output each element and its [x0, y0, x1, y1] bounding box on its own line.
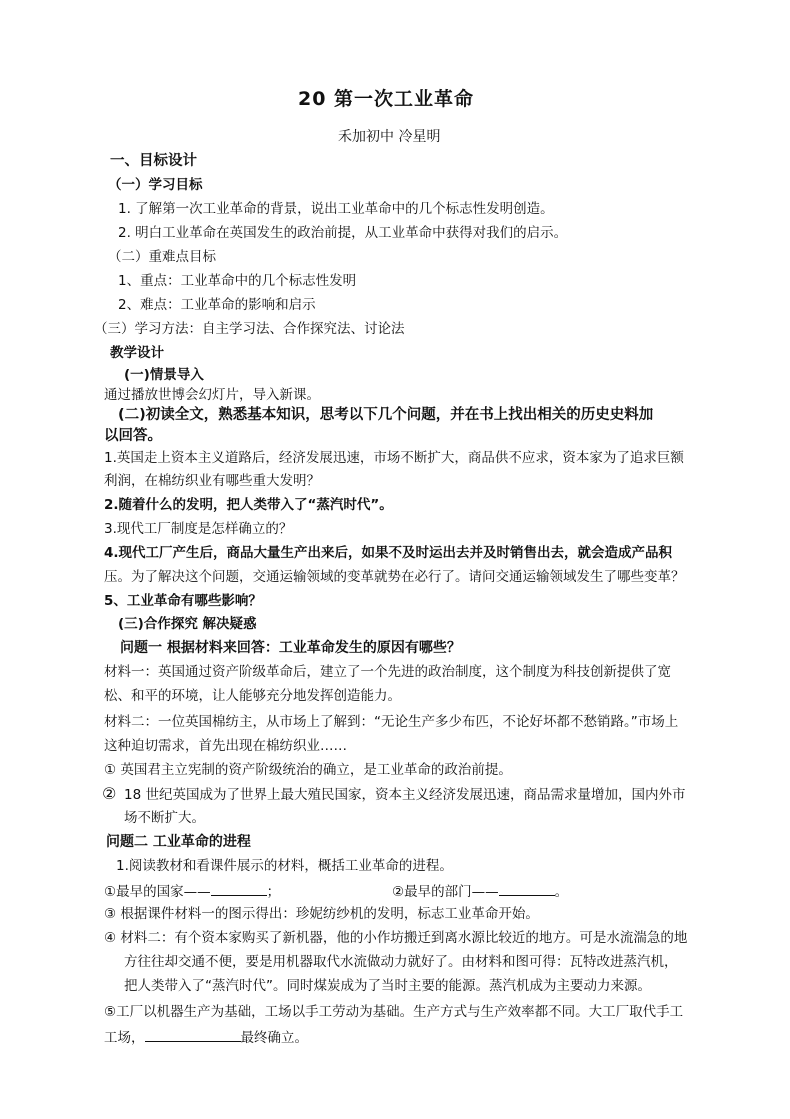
earliest-department-prompt [392, 881, 568, 901]
answer-1: ① 英国君主立宪制的资产阶级统治的确立，是工业革命的政治前提。 [104, 762, 512, 778]
earliest-country-label: ①最早的国家—— [104, 884, 211, 900]
key-goals-title: （二）重难点目标 [108, 249, 216, 265]
factory-system-end: 最终确立。 [240, 1030, 308, 1046]
question-4-cont: 压。为了解决这个问题，交通运输领域的变革就势在必行了。请问交通运输领域发生了哪些变革？ [104, 569, 685, 585]
problem-1-title: 问题一 根据材料来回答：工业革命发生的原因有哪些？ [120, 640, 461, 656]
difficult-point: 2、难点：工业革命的影响和启示 [118, 297, 316, 313]
goals-heading: 一、目标设计 [110, 153, 197, 169]
author-byline: 禾加初中 冷星明 [338, 129, 441, 145]
cooperation-section-title: (三)合作探究 解决疑惑 [118, 616, 257, 632]
intro-section-title: (一)情景导入 [124, 367, 204, 383]
problem-2-step-5: ⑤工厂以机器生产为基础，工场以手工劳动为基础。生产方式与生产效率都不同。大工厂取代手工 [104, 1004, 684, 1020]
reading-section-title: (二)初读全文，熟悉基本知识，思考以下几个问题，并在书上找出相关的历史史料加 [118, 407, 654, 423]
earliest-department-blank[interactable] [499, 881, 555, 896]
teaching-design-heading: 教学设计 [110, 345, 164, 361]
earliest-department-end: 。 [554, 884, 569, 900]
learning-goals-title: （一）学习目标 [108, 177, 203, 193]
earliest-country-blank[interactable] [211, 881, 267, 896]
question-1: 1.英国走上资本主义道路后，经济发展迅速，市场不断扩大，商品供不应求，资本家为了追求巨额 [104, 450, 684, 466]
factory-system-blank[interactable] [145, 1027, 241, 1042]
learning-goal-2: 2. 明白工业革命在英国发生的政治前提，从工业革命中获得对我们的启示。 [118, 225, 568, 241]
material-2: 材料二：一位英国棉纺主，从市场上了解到：“无论生产多少布匹，不论好坏都不愁销路。”市场上 [104, 714, 679, 730]
question-5: 5、工业革命有哪些影响？ [104, 593, 262, 609]
material-2-cont: 这种迫切需求，首先出现在棉纺织业…… [104, 738, 347, 754]
problem-2-title: 问题二 工业革命的进程 [106, 834, 251, 850]
problem-2-step-4-cont-2: 把人类带入了“蒸汽时代”。同时煤炭成为了当时主要的能源。蒸汽机成为主要动力来源。 [124, 978, 651, 994]
answer-2-marker: ② [102, 784, 117, 803]
question-4: 4.现代工厂产生后，商品大量生产出来后，如果不及时运出去并及时销售出去，就会造成产品积 [104, 545, 673, 561]
problem-2-step-5-cont [104, 1027, 308, 1047]
answer-2: 18 世纪英国成为了世界上最大殖民国家，资本主义经济发展迅速，商品需求量增加，国内外市 [124, 787, 686, 803]
earliest-country-prompt [104, 881, 280, 901]
earliest-department-label: ②最早的部门—— [392, 884, 499, 900]
answer-2-cont: 场不断扩大。 [124, 810, 205, 826]
earliest-country-end: ； [266, 884, 281, 900]
reading-section-title-cont: 以回答。 [104, 428, 162, 444]
question-2: 2.随着什么的发明，把人类带入了“蒸汽时代”。 [104, 497, 393, 513]
workshop-label: 工场， [104, 1030, 145, 1046]
key-point: 1、重点：工业革命中的几个标志性发明 [118, 273, 357, 289]
material-1: 材料一：英国通过资产阶级革命后，建立了一个先进的政治制度，这个制度为科技创新提供了宽 [104, 664, 671, 680]
problem-2-step-1: 1.阅读教材和看课件展示的材料，概括工业革命的进程。 [116, 858, 453, 874]
problem-2-step-4-cont: 方往往却交通不便，要是用机器取代水流做动力就好了。由材料和图可得：瓦特改进蒸汽机， [124, 954, 678, 970]
page-title: 20 第一次工业革命 [298, 88, 475, 110]
question-3: 3.现代工厂制度是怎样确立的？ [104, 521, 293, 537]
problem-2-step-4: ④ 材料二：有个资本家购买了新机器，他的小作坊搬迁到离水源比较近的地方。可是水流湍急的地 [104, 930, 688, 946]
learning-goal-1: 1. 了解第一次工业革命的背景，说出工业革命中的几个标志性发明创造。 [118, 201, 554, 217]
learning-methods: （三）学习方法：自主学习法、合作探究法、讨论法 [94, 321, 405, 337]
question-1-cont: 利润，在棉纺织业有哪些重大发明？ [104, 473, 320, 489]
intro-text: 通过播放世博会幻灯片，导入新课。 [104, 387, 320, 403]
problem-2-step-3: ③ 根据课件材料一的图示得出：珍妮纺纱机的发明，标志工业革命开始。 [104, 906, 539, 922]
material-1-cont: 松、和平的环境，让人能够充分地发挥创造能力。 [104, 688, 401, 704]
